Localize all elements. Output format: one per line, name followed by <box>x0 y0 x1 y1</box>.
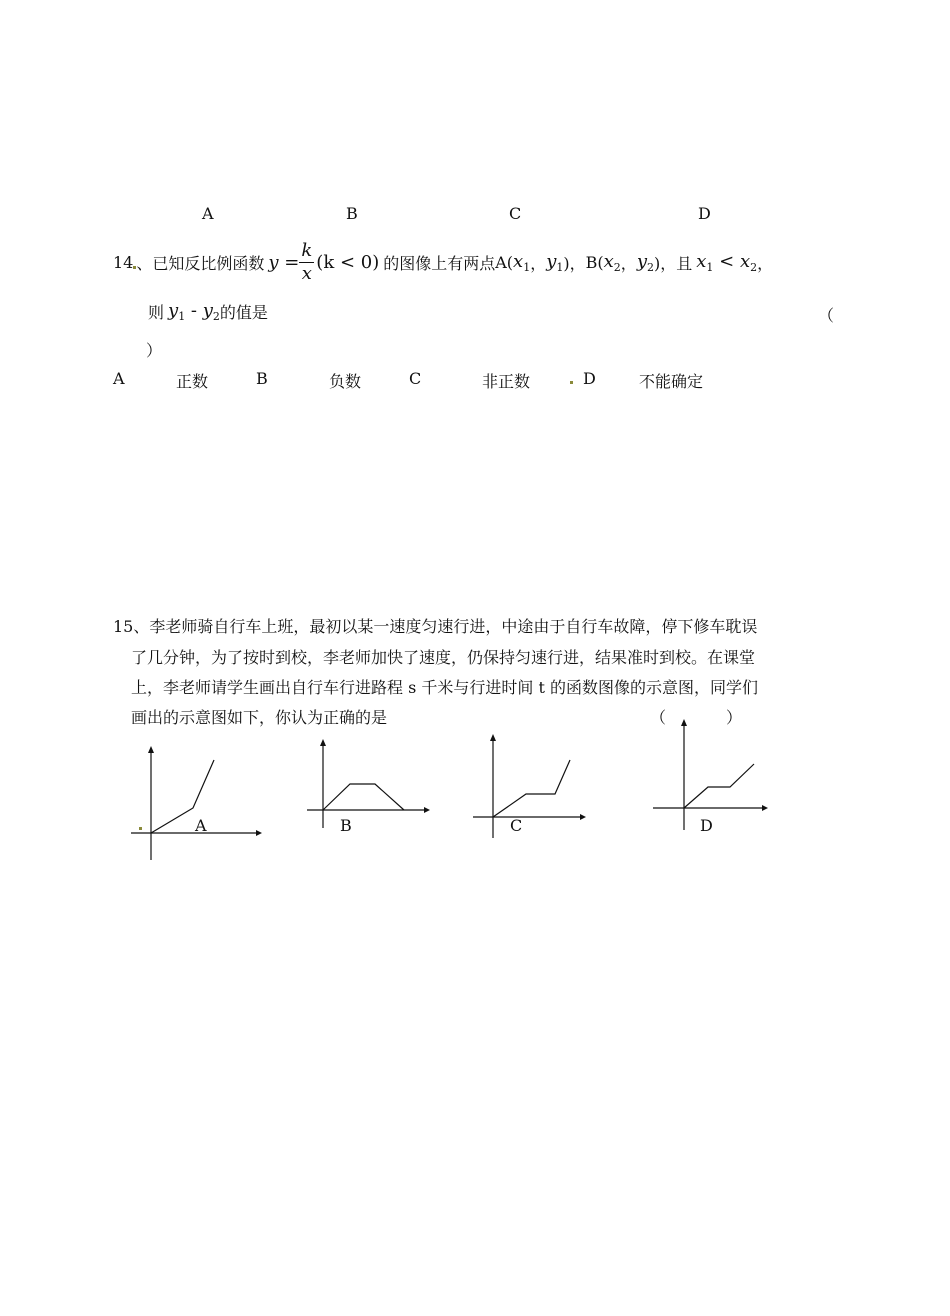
option-b-text: 负数 <box>329 372 362 391</box>
option-c-letter: C <box>409 369 422 388</box>
q14-stem-pre: 已知反比例函数 <box>152 253 265 273</box>
option-a-letter: A <box>113 369 125 388</box>
formula-condition: (k < 0) <box>316 251 380 273</box>
q15-answer-paren-close: ） <box>726 708 743 727</box>
formula-denominator: x <box>301 262 312 284</box>
graph-b-label: B <box>340 816 352 835</box>
q14-stem-line1 <box>113 238 773 286</box>
q14-line2-pre: 则 <box>148 303 165 322</box>
q15-line2: 了几分钟，为了按时到校，李老师加快了速度，仍保持匀速行进，结果准时到校。在课堂 <box>131 648 756 667</box>
difference: $y_1 - y_2$ <box>168 300 220 323</box>
top-label-c: C <box>509 204 522 223</box>
point-b-x: $x_2$ <box>603 250 621 274</box>
graph-a-label: A <box>195 816 207 835</box>
inequality-end: ， <box>757 253 774 273</box>
point-a-y: $y_1$ <box>546 250 564 274</box>
top-label-d: D <box>698 204 711 223</box>
q14-answer-paren-close: ） <box>146 341 163 360</box>
graph-d <box>650 718 780 838</box>
q14-stem-mid: 的图像上有两点 <box>383 253 496 273</box>
q14-sep: 、 <box>136 253 153 273</box>
point-b-close: )， <box>653 253 677 273</box>
q14-line2-post: 的值是 <box>219 303 268 322</box>
top-label-a: A <box>202 204 214 223</box>
option-c-text: 非正数 <box>482 372 531 391</box>
option-a-text: 正数 <box>176 372 209 391</box>
q14-stem-post: 且 <box>676 253 693 273</box>
q14-number: 14 <box>113 252 134 272</box>
mark-dot <box>570 381 573 384</box>
point-b-comma: ， <box>620 253 637 273</box>
formula-lhs: y = <box>268 251 300 273</box>
graph-c-label: C <box>510 816 523 835</box>
q15-line3: 上，李老师请学生画出自行车行进路程 s 千米与行进时间 t 的函数图像的示意图，同学们 <box>131 678 758 697</box>
graph-d-label: D <box>700 816 713 835</box>
point-a-close: )， <box>563 253 586 273</box>
q15-line4: 画出的示意图如下，你认为正确的是 <box>131 708 388 727</box>
graph-c <box>470 733 600 843</box>
option-d-text: 不能确定 <box>639 372 704 391</box>
point-a-comma: ， <box>530 253 547 273</box>
top-label-b: B <box>346 204 358 223</box>
point-b-name: B( <box>585 252 604 272</box>
point-a-name: A( <box>495 252 514 272</box>
formula-fraction <box>299 240 314 285</box>
graph-a <box>128 745 268 865</box>
point-a-x: $x_1$ <box>513 250 531 274</box>
graph-b <box>304 738 444 838</box>
q14-stem-line2 <box>148 300 268 323</box>
q15-answer-paren-open: （ <box>650 708 667 727</box>
point-b-y: $y_2$ <box>636 250 654 274</box>
formula-numerator: k <box>301 239 313 261</box>
option-d-letter: D <box>583 369 596 388</box>
q14-answer-paren-open: （ <box>818 306 835 325</box>
q15-line1: 15、李老师骑自行车上班，最初以某一速度匀速行进，中途由于自行车故障，停下修车耽误 <box>113 617 758 636</box>
option-b-letter: B <box>256 369 268 388</box>
inequality: $x_1 < x_2$ <box>696 250 758 274</box>
